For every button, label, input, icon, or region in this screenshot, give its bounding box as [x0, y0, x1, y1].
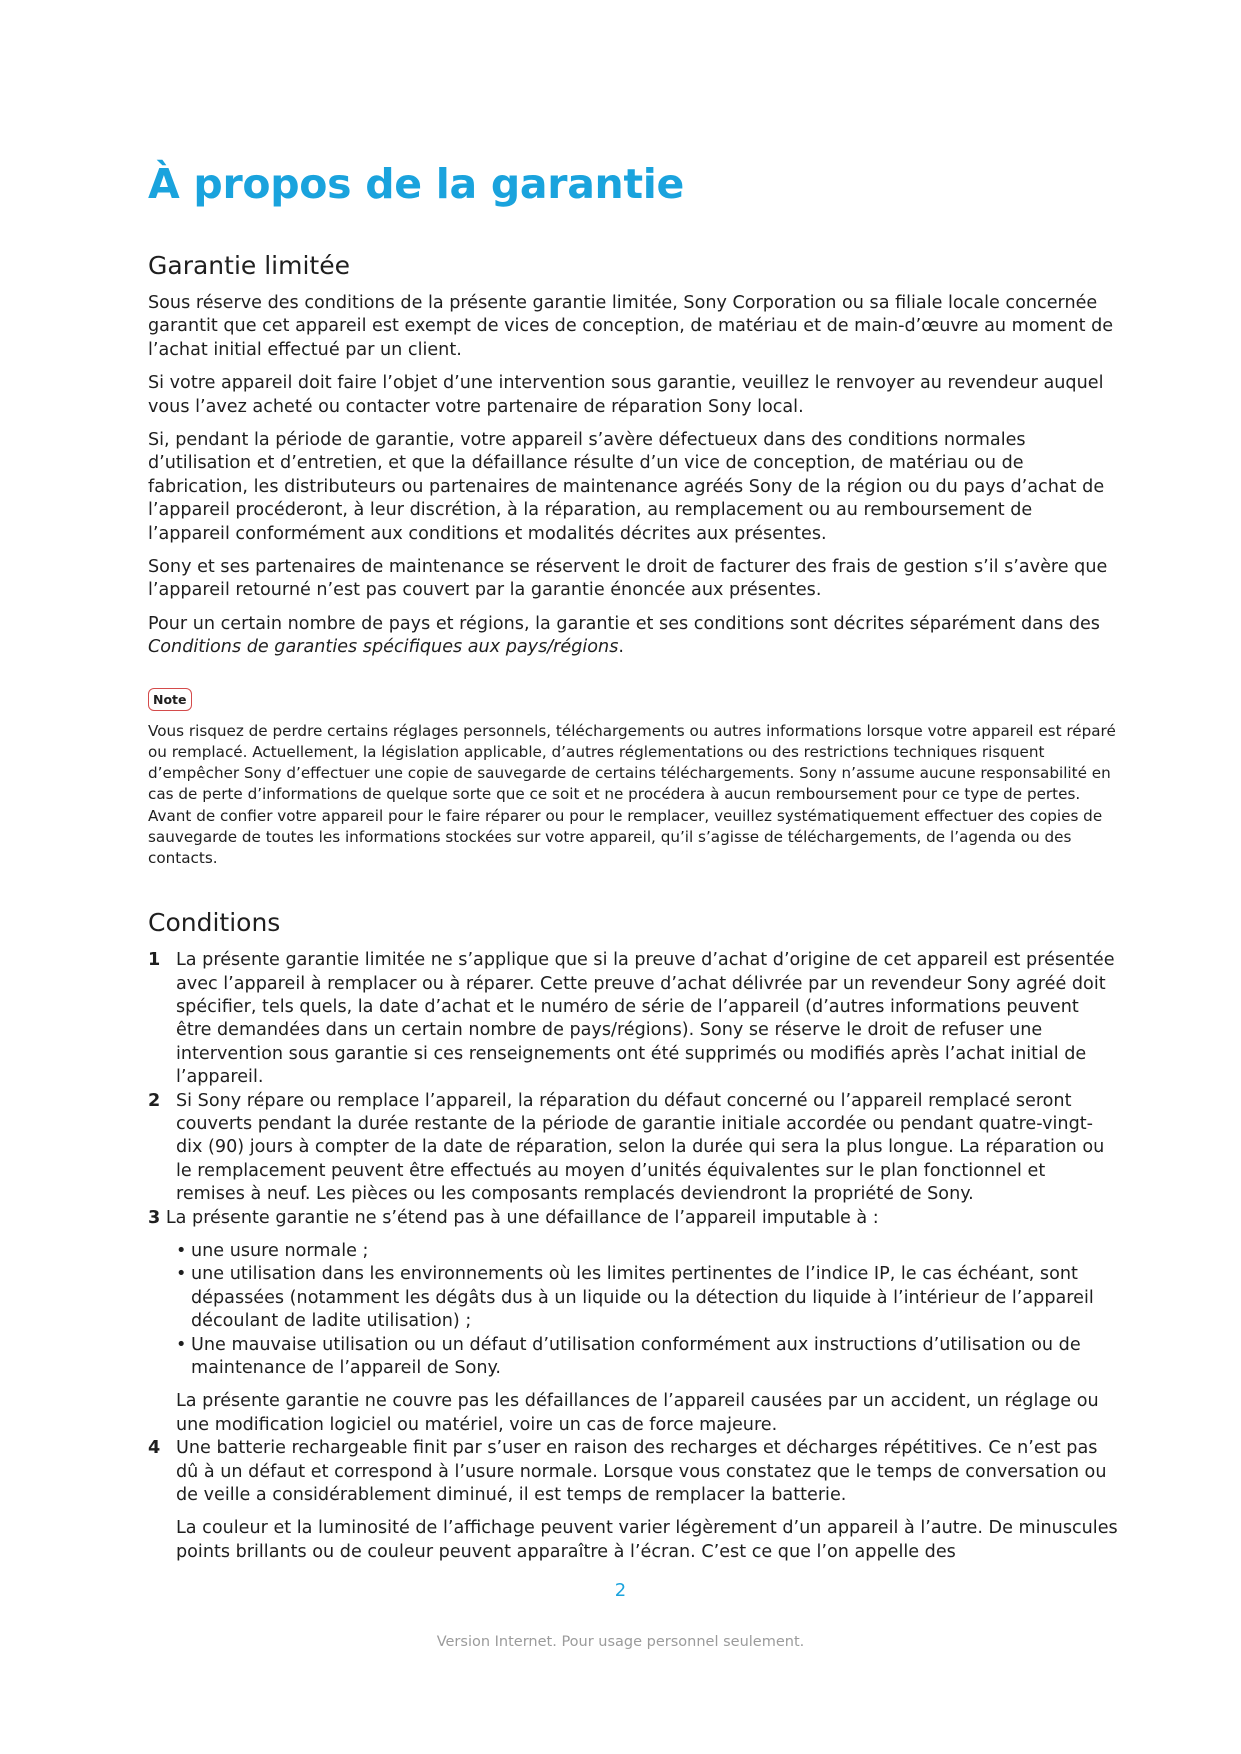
note-text: Vous risquez de perdre certains réglages personnels, téléchargements ou autres informations lorsque votre appareil est réparé ou remplacé. Actuellement, la législation applicable, d’autres réglementations ou des restrictions techniques risquent d’empêcher Sony d’effectuer une copie de sauvegarde de certains téléchargements. Sony n’assume aucune responsabilité en cas de perte d’informations de quelque sorte que ce soit et ne procédera à aucun remboursement pour ce type de pertes. Avant de confier votre appareil pour le faire réparer ou pour le remplacer, veuillez systématiquement effectuer des copies de sauvegarde de toutes les informations stockées sur votre appareil, qu’il s’agisse de téléchargements, de l’agenda ou des contacts.	[148, 721, 1116, 867]
condition-item-3	[148, 1207, 1118, 1230]
section-heading-conditions: Conditions	[148, 908, 281, 938]
paragraph-text: Pour un certain nombre de pays et régions, la garantie et ses conditions sont décrites séparément dans des	[148, 613, 1100, 634]
section-heading-garantie-limitee: Garantie limitée	[148, 251, 350, 280]
condition-number: 3	[148, 1207, 161, 1228]
bullet-icon: •	[176, 1240, 187, 1261]
condition-text: La présente garantie ne s’étend pas à une défaillance de l’appareil imputable à :	[165, 1207, 879, 1228]
page-number: 2	[614, 1580, 627, 1601]
paragraph: Si, pendant la période de garantie, votre appareil s’avère défectueux dans des conditions normales d’utilisation et d’entretien, et que la défaillance résulte d’un vice de conception, de matériau ou de fabrication, les distributeurs ou partenaires de maintenance agréés Sony de la région ou du pays d’achat de l’appareil procéderont, à leur discrétion, à la réparation, au remplacement ou au remboursement de l’appareil conformément aux conditions et modalités décrites aux présentes.	[148, 430, 1105, 544]
conditions-list	[148, 949, 1118, 1564]
paragraph: Sony et ses partenaires de maintenance se réservent le droit de facturer des frais de gestion s’il s’avère que l’appareil retourné n’est pas couvert par la garantie énoncée aux présentes.	[148, 557, 1108, 601]
paragraph: Si votre appareil doit faire l’objet d’une intervention sous garantie, veuillez le renvoyer au revendeur auquel vous l’avez acheté ou contacter votre partenaire de réparation Sony local.	[148, 373, 1104, 417]
condition-text: Si Sony répare ou remplace l’appareil, la réparation du défaut concerné ou l’appareil remplacé seront couverts pendant la durée restante de la période de garantie initiale accordée ou pendant quatre-vingt-dix (90) jours à compter de la date de réparation, selon la durée qui sera la plus longue. La réparation ou le remplacement peuvent être effectués au moyen d’unités équivalentes sur le plan fonctionnel et remises à neuf. Les pièces ou les composants remplacés deviendront la propriété de Sony.	[176, 1090, 1105, 1205]
bullet-icon: •	[176, 1334, 187, 1355]
condition-item-1	[148, 949, 1118, 1089]
paragraph: La couleur et la luminosité de l’affichage peuvent varier légèrement d’un appareil à l’autre. De minuscules points brillants ou de couleur peuvent apparaître à l’écran. C’est ce que l’on appelle des	[176, 1518, 1118, 1562]
page-title: À propos de la garantie	[148, 160, 685, 208]
condition-text: Une batterie rechargeable finit par s’user en raison des recharges et décharges répétitives. Ce n’est pas dû à un défaut et correspond à l’usure normale. Lorsque vous constatez que le temps de conversation ou de veille a considérablement diminué, il est temps de remplacer la batterie.	[176, 1438, 1107, 1506]
paragraph	[148, 613, 1118, 660]
condition-number: 1	[148, 950, 161, 971]
paragraph: La présente garantie ne couvre pas les défaillances de l’appareil causées par un accident, un réglage ou une modification logiciel ou matériel, voire un cas de force majeure.	[176, 1391, 1099, 1435]
condition-text: La présente garantie limitée ne s’applique que si la preuve d’achat d’origine de cet appareil est présentée avec l’appareil à remplacer ou à réparer. Cette preuve d’achat délivrée par un revendeur Sony agréé doit spécifier, tels quels, la date d’achat et le numéro de série de l’appareil (d’autres informations peuvent être demandées dans un certain nombre de pays/régions). Sony se réserve le droit de refuser une intervention sous garantie si ces renseignements ont été supprimés ou modifiés après l’achat initial de l’appareil.	[176, 950, 1115, 1088]
condition-item-2	[148, 1090, 1118, 1207]
footer-note: Version Internet. Pour usage personnel seulement.	[436, 1634, 805, 1650]
condition-number: 4	[148, 1438, 161, 1459]
note-block	[148, 660, 1118, 869]
list-item-text: une utilisation dans les environnements où les limites pertinentes de l’indice IP, le cas échéant, sont dépassées (notamment les dégâts dus à un liquide ou la détection du liquide à l’intérieur de l’appareil découlant de ladite utilisation) ;	[191, 1264, 1094, 1332]
page-content	[148, 158, 1118, 1564]
list-item	[176, 1334, 1118, 1381]
list-item-text: Une mauvaise utilisation ou un défaut d’utilisation conformément aux instructions d’utilisation ou de maintenance de l’appareil de Sony.	[191, 1334, 1081, 1379]
bullet-list	[148, 1240, 1118, 1380]
condition-number: 2	[148, 1090, 161, 1111]
condition-item-4	[148, 1437, 1118, 1507]
list-item	[176, 1240, 1118, 1263]
paragraph-italic-title: Conditions de garanties spécifiques aux pays/régions	[148, 637, 619, 658]
list-item-text: une usure normale ;	[191, 1240, 369, 1261]
list-item	[176, 1263, 1118, 1333]
paragraph: Sous réserve des conditions de la présente garantie limitée, Sony Corporation ou sa filiale locale concernée garantit que cet appareil est exempt de vices de conception, de matériau et de main-d’œuvre au moment de l’achat initial effectué par un client.	[148, 293, 1114, 360]
bullet-icon: •	[176, 1264, 187, 1285]
note-badge: Note	[148, 688, 192, 711]
paragraph-end: .	[618, 637, 624, 658]
